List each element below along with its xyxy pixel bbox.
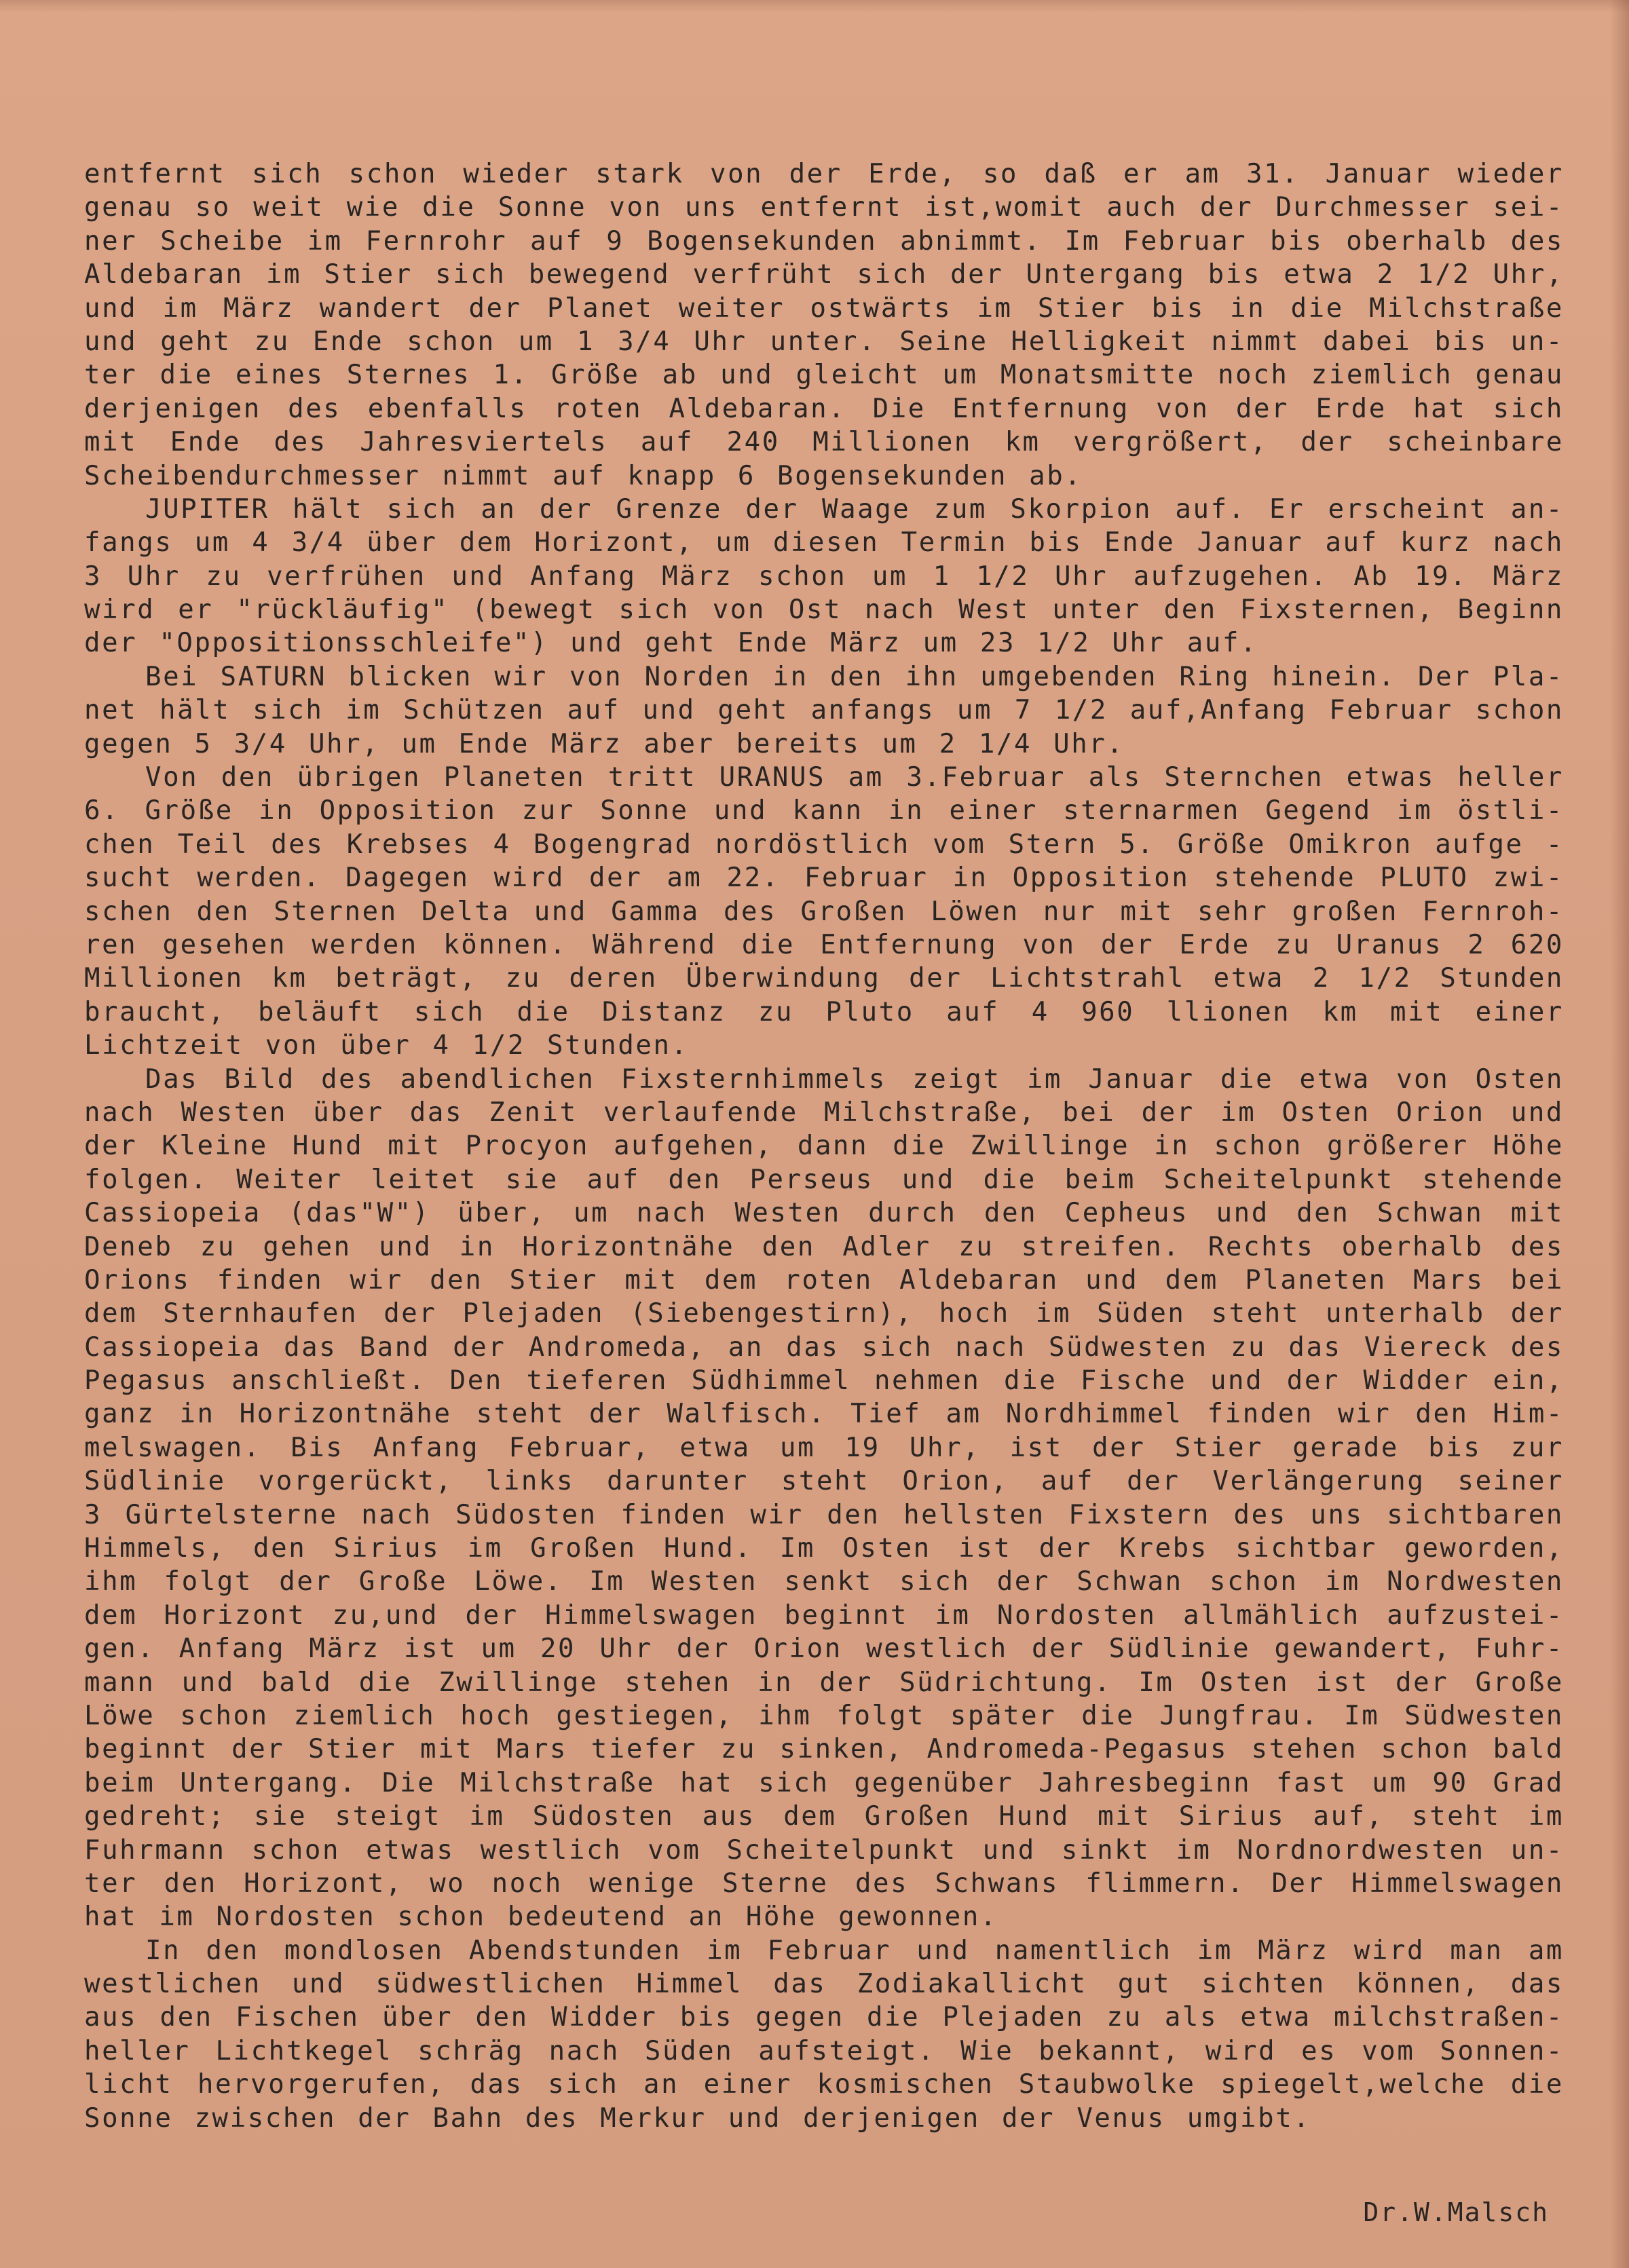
text-line: entfernt sich schon wieder stark von der Erde, so daß er am 31. Januar wieder [84,159,1564,189]
text-line: Fuhrmann schon etwas westlich vom Scheitelpunkt und sinkt im Nordnordwesten un- [84,1834,1564,1866]
text-line: ter den Horizont, wo noch wenige Sterne des Schwans flimmern. Der Himmelswagen [84,1868,1564,1899]
author-signature: Dr.W.Malsch [1363,2197,1549,2227]
text-line: Bei SATURN blicken wir von Norden in den ihn umgebenden Ring hinein. Der Pla- [145,661,1564,692]
text-line: westlichen und südwestlichen Himmel das Zodiakallicht gut sichten können, das [84,1969,1564,2000]
text-line: dem Horizont zu,und der Himmelswagen beginnt im Nordosten allmählich aufzustei- [84,1600,1564,1631]
text-line: Cassiopeia das Band der Andromeda, an das sich nach Südwesten zu das Viereck des [84,1331,1564,1363]
text-line: fangs um 4 3/4 über dem Horizont, um diesen Termin bis Ende Januar auf kurz nach [84,527,1564,559]
text-line: ren gesehen werden können. Während die Entfernung von der Erde zu Uranus 2 620 [84,929,1564,960]
text-line: und im März wandert der Planet weiter ostwärts im Stier bis in die Milchstraße [84,292,1564,324]
text-line: Deneb zu gehen und in Horizontnähe den Adler zu streifen. Rechts oberhalb des [84,1231,1564,1262]
text-line: JUPITER hält sich an der Grenze der Waage zum Skorpion auf. Er erscheint an- [145,493,1564,525]
text-line: Sonne zwischen der Bahn des Merkur und derjenigen der Venus umgibt. [84,2102,1311,2134]
text-line: schen den Sternen Delta und Gamma des Großen Löwen nur mit sehr großen Fernroh- [84,896,1564,927]
text-line: 3 Gürtelsterne nach Südosten finden wir den hellsten Fixstern des uns sichtbaren [84,1499,1564,1530]
text-line: Südlinie vorgerückt, links darunter steht Orion, auf der Verlängerung seiner [84,1466,1564,1497]
text-line: ihm folgt der Große Löwe. Im Westen senkt sich der Schwan schon im Nordwesten [84,1566,1564,1598]
text-line: nach Westen über das Zenit verlaufende Milchstraße, bei der im Osten Orion und [84,1097,1564,1128]
text-line: folgen. Weiter leitet sie auf den Perseus und die beim Scheitelpunkt stehende [84,1164,1564,1195]
text-line: gen. Anfang März ist um 20 Uhr der Orion westlich der Südlinie gewandert, Fuhr- [84,1633,1564,1665]
text-line: 6. Größe in Opposition zur Sonne und kann in einer sternarmen Gegend im östli- [84,795,1564,827]
text-line: der Kleine Hund mit Procyon aufgehen, dann die Zwillinge in schon größerer Höhe [84,1131,1564,1162]
text-line: Aldebaran im Stier sich bewegend verfrüht sich der Untergang bis etwa 2 1/2 Uhr, [84,259,1564,290]
text-line: ganz in Horizontnähe steht der Walfisch. Tief am Nordhimmel finden wir den Him- [84,1399,1564,1430]
text-line: mit Ende des Jahresviertels auf 240 Millionen km vergrößert, der scheinbare [84,427,1564,458]
text-line: heller Lichtkegel schräg nach Süden aufsteigt. Wie bekannt, wird es vom Sonnen- [84,2035,1564,2066]
page-right-edge [1610,0,1629,2268]
text-line: dem Sternhaufen der Plejaden (Siebengestirn), hoch im Süden steht unterhalb der [84,1298,1564,1329]
text-line: aus den Fischen über den Widder bis gegen die Plejaden zu als etwa milchstraßen- [84,2002,1564,2033]
text-line: Das Bild des abendlichen Fixsternhimmels zeigt im Januar die etwa von Osten [145,1063,1564,1095]
text-line: net hält sich im Schützen auf und geht anfangs um 7 1/2 auf,Anfang Februar schon [84,695,1564,726]
text-line: mann und bald die Zwillinge stehen in der Südrichtung. Im Osten ist der Große [84,1667,1564,1698]
text-line: Orions finden wir den Stier mit dem roten Aldebaran und dem Planeten Mars bei [84,1264,1564,1296]
text-line: Himmels, den Sirius im Großen Hund. Im Osten ist der Krebs sichtbar geworden, [84,1533,1564,1564]
text-line: In den mondlosen Abendstunden im Februar und namentlich im März wird man am [145,1935,1564,1966]
text-line: Von den übrigen Planeten tritt URANUS am 3.Februar als Sternchen etwas heller [145,762,1564,793]
article-body [84,157,1564,2135]
text-line: derjenigen des ebenfalls roten Aldebaran. Die Entfernung von der Erde hat sich [84,393,1564,424]
text-line: beim Untergang. Die Milchstraße hat sich gegenüber Jahresbeginn fast um 90 Grad [84,1767,1564,1798]
text-line: und geht zu Ende schon um 1 3/4 Uhr unter. Seine Helligkeit nimmt dabei bis un- [84,326,1564,357]
text-line: gedreht; sie steigt im Südosten aus dem Großen Hund mit Sirius auf, steht im [84,1801,1564,1832]
text-line: genau so weit wie die Sonne von uns entfernt ist,womit auch der Durchmesser sei- [84,192,1564,223]
text-line: ter die eines Sternes 1. Größe ab und gleicht um Monatsmitte noch ziemlich genau [84,360,1564,391]
text-line: melswagen. Bis Anfang Februar, etwa um 19 Uhr, ist der Stier gerade bis zur [84,1432,1564,1463]
page-top-shadow [0,0,1629,12]
text-line: gegen 5 3/4 Uhr, um Ende März aber bereits um 2 1/4 Uhr. [84,728,1125,759]
text-line: chen Teil des Krebses 4 Bogengrad nordöstlich vom Stern 5. Größe Omikron aufge - [84,829,1564,860]
text-line: Pegasus anschließt. Den tieferen Südhimmel nehmen die Fische und der Widder ein, [84,1365,1564,1397]
text-line: licht hervorgerufen, das sich an einer kosmischen Staubwolke spiegelt,welche die [84,2069,1564,2100]
text-line: braucht, beläuft sich die Distanz zu Pluto auf 4 960 llionen km mit einer [84,996,1564,1027]
text-line: der "Oppositionsschleife") und geht Ende März um 23 1/2 Uhr auf. [84,628,1258,659]
text-line: ner Scheibe im Fernrohr auf 9 Bogensekunden abnimmt. Im Februar bis oberhalb des [84,225,1564,257]
text-line: beginnt der Stier mit Mars tiefer zu sinken, Andromeda-Pegasus stehen schon bald [84,1734,1564,1765]
text-line: wird er "rückläufig" (bewegt sich von Ost nach West unter den Fixsternen, Beginn [84,594,1564,626]
text-line: Cassiopeia (das"W") über, um nach Westen durch den Cepheus und den Schwan mit [84,1198,1564,1229]
text-line: Löwe schon ziemlich hoch gestiegen, ihm folgt später die Jungfrau. Im Südwesten [84,1700,1564,1731]
text-line: sucht werden. Dagegen wird der am 22. Februar in Opposition stehende PLUTO zwi- [84,863,1564,894]
text-line: Lichtzeit von über 4 1/2 Stunden. [84,1030,689,1061]
text-line: Millionen km beträgt, zu deren Überwindung der Lichtstrahl etwa 2 1/2 Stunden [84,963,1564,994]
text-line: hat im Nordosten schon bedeutend an Höhe gewonnen. [84,1902,998,1933]
text-line: Scheibendurchmesser nimmt auf knapp 6 Bogensekunden ab. [84,460,1083,491]
text-line: 3 Uhr zu verfrühen und Anfang März schon um 1 1/2 Uhr aufzugehen. Ab 19. März [84,561,1564,592]
